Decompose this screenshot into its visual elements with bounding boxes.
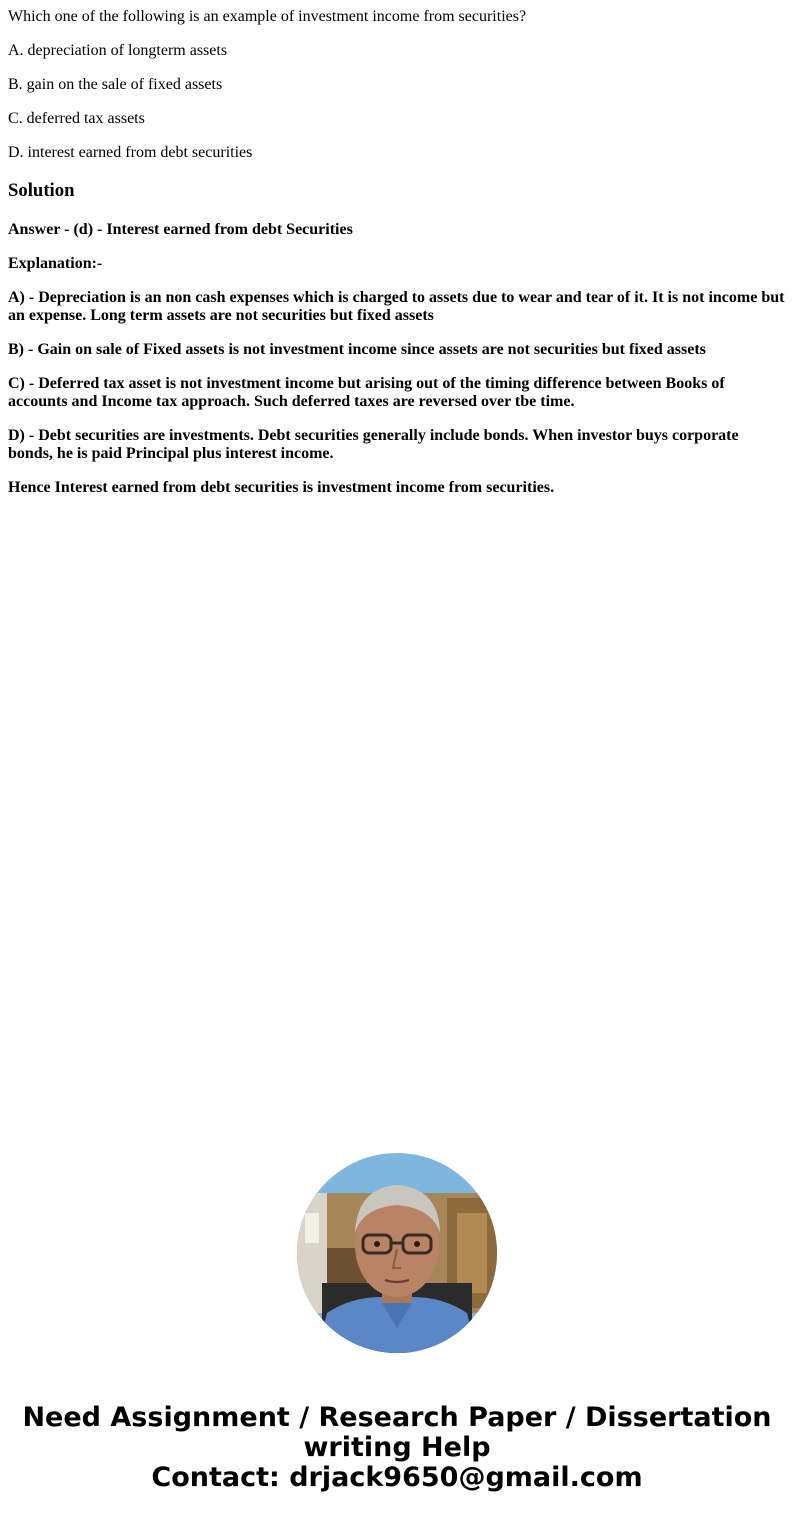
option-b: B. gain on the sale of fixed assets — [8, 76, 223, 93]
answer-text: Answer - (d) - Interest earned from debt Securities — [8, 221, 353, 238]
explanation-a: A) - Depreciation is an non cash expenses which is charged to assets due to wear and tear of it. It is not income but an expense. Long term assets are not securities but fixed assets — [8, 289, 785, 324]
explanation-label: Explanation:- — [8, 255, 103, 272]
avatar — [297, 1153, 497, 1353]
explanation-c: C) - Deferred tax asset is not investment income but arising out of the timing difference between Books of accounts and Income tax approach. Such deferred taxes are reversed over tbe time. — [8, 375, 725, 410]
option-c: C. deferred tax assets — [8, 110, 145, 127]
option-a: A. depreciation of longterm assets — [8, 42, 228, 59]
promo-line-1: Need Assignment / Research Paper / Dissertation — [22, 1402, 772, 1433]
explanation-d: D) - Debt securities are investments. Debt securities generally include bonds. When investor buys corporate bonds, he is paid Principal plus interest income. — [8, 427, 739, 462]
promo-contact: Contact: drjack9650@gmail.com — [151, 1462, 643, 1493]
explanation-b: B) - Gain on sale of Fixed assets is not investment income since assets are not securities but fixed assets — [8, 341, 706, 358]
promo-line-2: writing Help — [303, 1432, 491, 1463]
solution-heading: Solution — [8, 180, 75, 201]
option-d: D. interest earned from debt securities — [8, 144, 253, 161]
question-text: Which one of the following is an example of investment income from securities? — [8, 8, 527, 25]
avatar-portrait-image — [297, 1153, 497, 1353]
promo-banner — [0, 1403, 794, 1493]
conclusion-text: Hence Interest earned from debt securities is investment income from securities. — [8, 479, 555, 496]
